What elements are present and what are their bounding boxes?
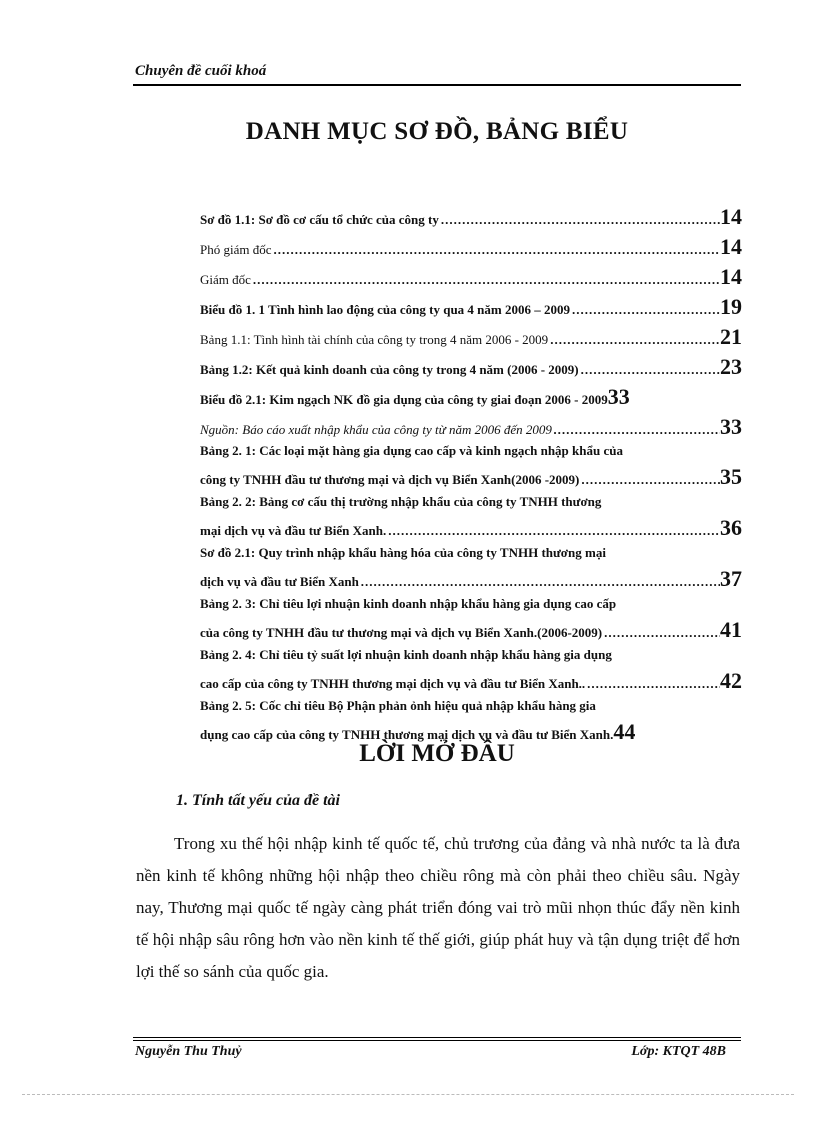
toc-item[interactable] [200, 232, 742, 262]
section-title: LỜI MỞ ĐẦU [359, 740, 515, 767]
toc-leader [441, 205, 720, 235]
body-paragraph: Trong xu thế hội nhập kinh tế quốc tế, chủ trương của đảng và nhà nước ta là đưa nền kinh tế không những hội nhập theo chiều rông mà còn phải theo chiều sâu. Ngày nay, Thương mại quốc tế ngày càng phát triển đóng vai trò mũi nhọn thúc đẩy nền kinh tế hội nhập sâu rông hơn vào nền kinh tế thế giới, giúp phát huy và tận dụng triệt để hơn lợi thế so sánh của quốc gia. [136, 834, 740, 981]
toc-leader [587, 669, 720, 699]
toc-item-label-line1: Bảng 2. 1: Các loại mặt hàng gia dụng cao cấp và kinh ngạch nhập khẩu của [200, 443, 623, 458]
toc-item-label-line1: Bảng 2. 2: Bảng cơ cấu thị trường nhập khẩu của công ty TNHH thương [200, 494, 602, 509]
toc-item[interactable] [200, 322, 742, 352]
toc-item-label-line2: dụng cao cấp của công ty TNHH thương mại dịch vụ và đầu tư Biển Xanh. [200, 727, 614, 742]
toc-item[interactable] [200, 352, 742, 382]
toc-item-label: Biểu đồ 1. 1 Tình hình lao động của công ty qua 4 năm 2006 – 2009 [200, 302, 570, 317]
toc-item-page: 35 [720, 464, 742, 489]
toc-item-page: 14 [720, 234, 742, 259]
toc-leader [581, 465, 720, 495]
footer-divider [133, 1037, 741, 1038]
toc-item[interactable] [200, 544, 742, 595]
toc-item-page: 42 [720, 668, 742, 693]
footer-divider [133, 1040, 741, 1041]
toc-item-page: 21 [720, 324, 742, 349]
toc-leader [550, 325, 720, 355]
toc-item-page: 23 [720, 354, 742, 379]
toc-leader [554, 415, 720, 445]
toc-item-label-line2: cao cấp của công ty TNHH thương mại dịch vụ và đầu tư Biển Xanh.. [200, 676, 586, 691]
toc-item[interactable] [200, 595, 742, 646]
footer-author: Nguyễn Thu Thuỷ [135, 1044, 242, 1059]
toc-item-label-line1: Bảng 2. 5: Cốc chỉ tiêu Bộ Phận phản ỏnh hiệu quả nhập khẩu hàng gia [200, 698, 596, 713]
toc-item-label: Bảng 1.2: Kết quả kinh doanh của công ty trong 4 năm (2006 - 2009) [200, 362, 579, 377]
toc-item[interactable] [200, 442, 742, 493]
toc-leader [253, 265, 720, 295]
toc-item-label-line2: của công ty TNHH đầu tư thương mại và dịch vụ Biển Xanh.(2006-2009) [200, 625, 603, 640]
toc-item-label-line1: Bảng 2. 3: Chỉ tiêu lợi nhuận kinh doanh nhập khẩu hàng gia dụng cao cấp [200, 596, 617, 611]
page-title: DANH MỤC SƠ ĐỒ, BẢNG BIỂU [245, 118, 629, 145]
subheading: 1. Tính tất yếu của đề tài [176, 792, 340, 809]
page-break-line [22, 1094, 794, 1095]
toc-item-label-line2: mại dịch vụ và đầu tư Biển Xanh. [200, 523, 387, 538]
toc-leader [572, 295, 720, 325]
toc-item-label: Giám đốc [200, 272, 251, 287]
toc-item-label: Biểu đồ 2.1: Kim ngạch NK đồ gia dụng của công ty giai đoạn 2006 - 2009 [200, 392, 608, 407]
header-divider [133, 84, 741, 86]
toc-item-page: 41 [720, 617, 742, 642]
toc-leader [604, 618, 720, 648]
toc-item-label-line2: công ty TNHH đầu tư thương mại và dịch vụ Biển Xanh(2006 -2009) [200, 472, 580, 487]
footer-class: Lớp: KTQT 48B [631, 1044, 726, 1059]
toc-item-page: 37 [720, 566, 742, 591]
toc-leader [274, 235, 721, 265]
toc-item[interactable] [200, 493, 742, 544]
table-of-figures [200, 202, 742, 748]
toc-item[interactable] [200, 412, 742, 442]
toc-item-label-line1: Sơ đồ 2.1: Quy trình nhập khẩu hàng hóa của công ty TNHH thương mại [200, 545, 606, 560]
toc-item[interactable] [200, 262, 742, 292]
toc-item-label: Bảng 1.1: Tình hình tài chính của công ty trong 4 năm 2006 - 2009 [200, 332, 549, 347]
toc-item-page: 33 [720, 414, 742, 439]
toc-item[interactable] [200, 202, 742, 232]
toc-leader [388, 516, 720, 546]
toc-item-label: Sơ đồ 1.1: Sơ đồ cơ cấu tổ chức của công ty [200, 212, 439, 227]
toc-item-label: Nguồn: Báo cáo xuất nhập khẩu của công ty từ năm 2006 đến 2009 [200, 422, 552, 437]
toc-item-label: Phó giám đốc [200, 242, 272, 257]
toc-item-page: 19 [720, 294, 742, 319]
toc-item[interactable] [200, 292, 742, 322]
toc-leader [581, 355, 720, 385]
toc-leader [361, 567, 720, 597]
toc-item-page: 33 [607, 384, 630, 409]
toc-item-page: 44 [613, 719, 636, 744]
toc-item-page: 14 [720, 204, 742, 229]
toc-item-label-line2: dịch vụ và đầu tư Biển Xanh [200, 574, 359, 589]
toc-item[interactable] [200, 382, 742, 412]
toc-item-page: 14 [720, 264, 742, 289]
toc-item-page: 36 [720, 515, 742, 540]
header-title: Chuyên đề cuối khoá [135, 63, 267, 79]
toc-item[interactable] [200, 646, 742, 697]
toc-item-label-line1: Bảng 2. 4: Chỉ tiêu tỷ suất lợi nhuận kinh doanh nhập khẩu hàng gia dụng [200, 647, 612, 662]
